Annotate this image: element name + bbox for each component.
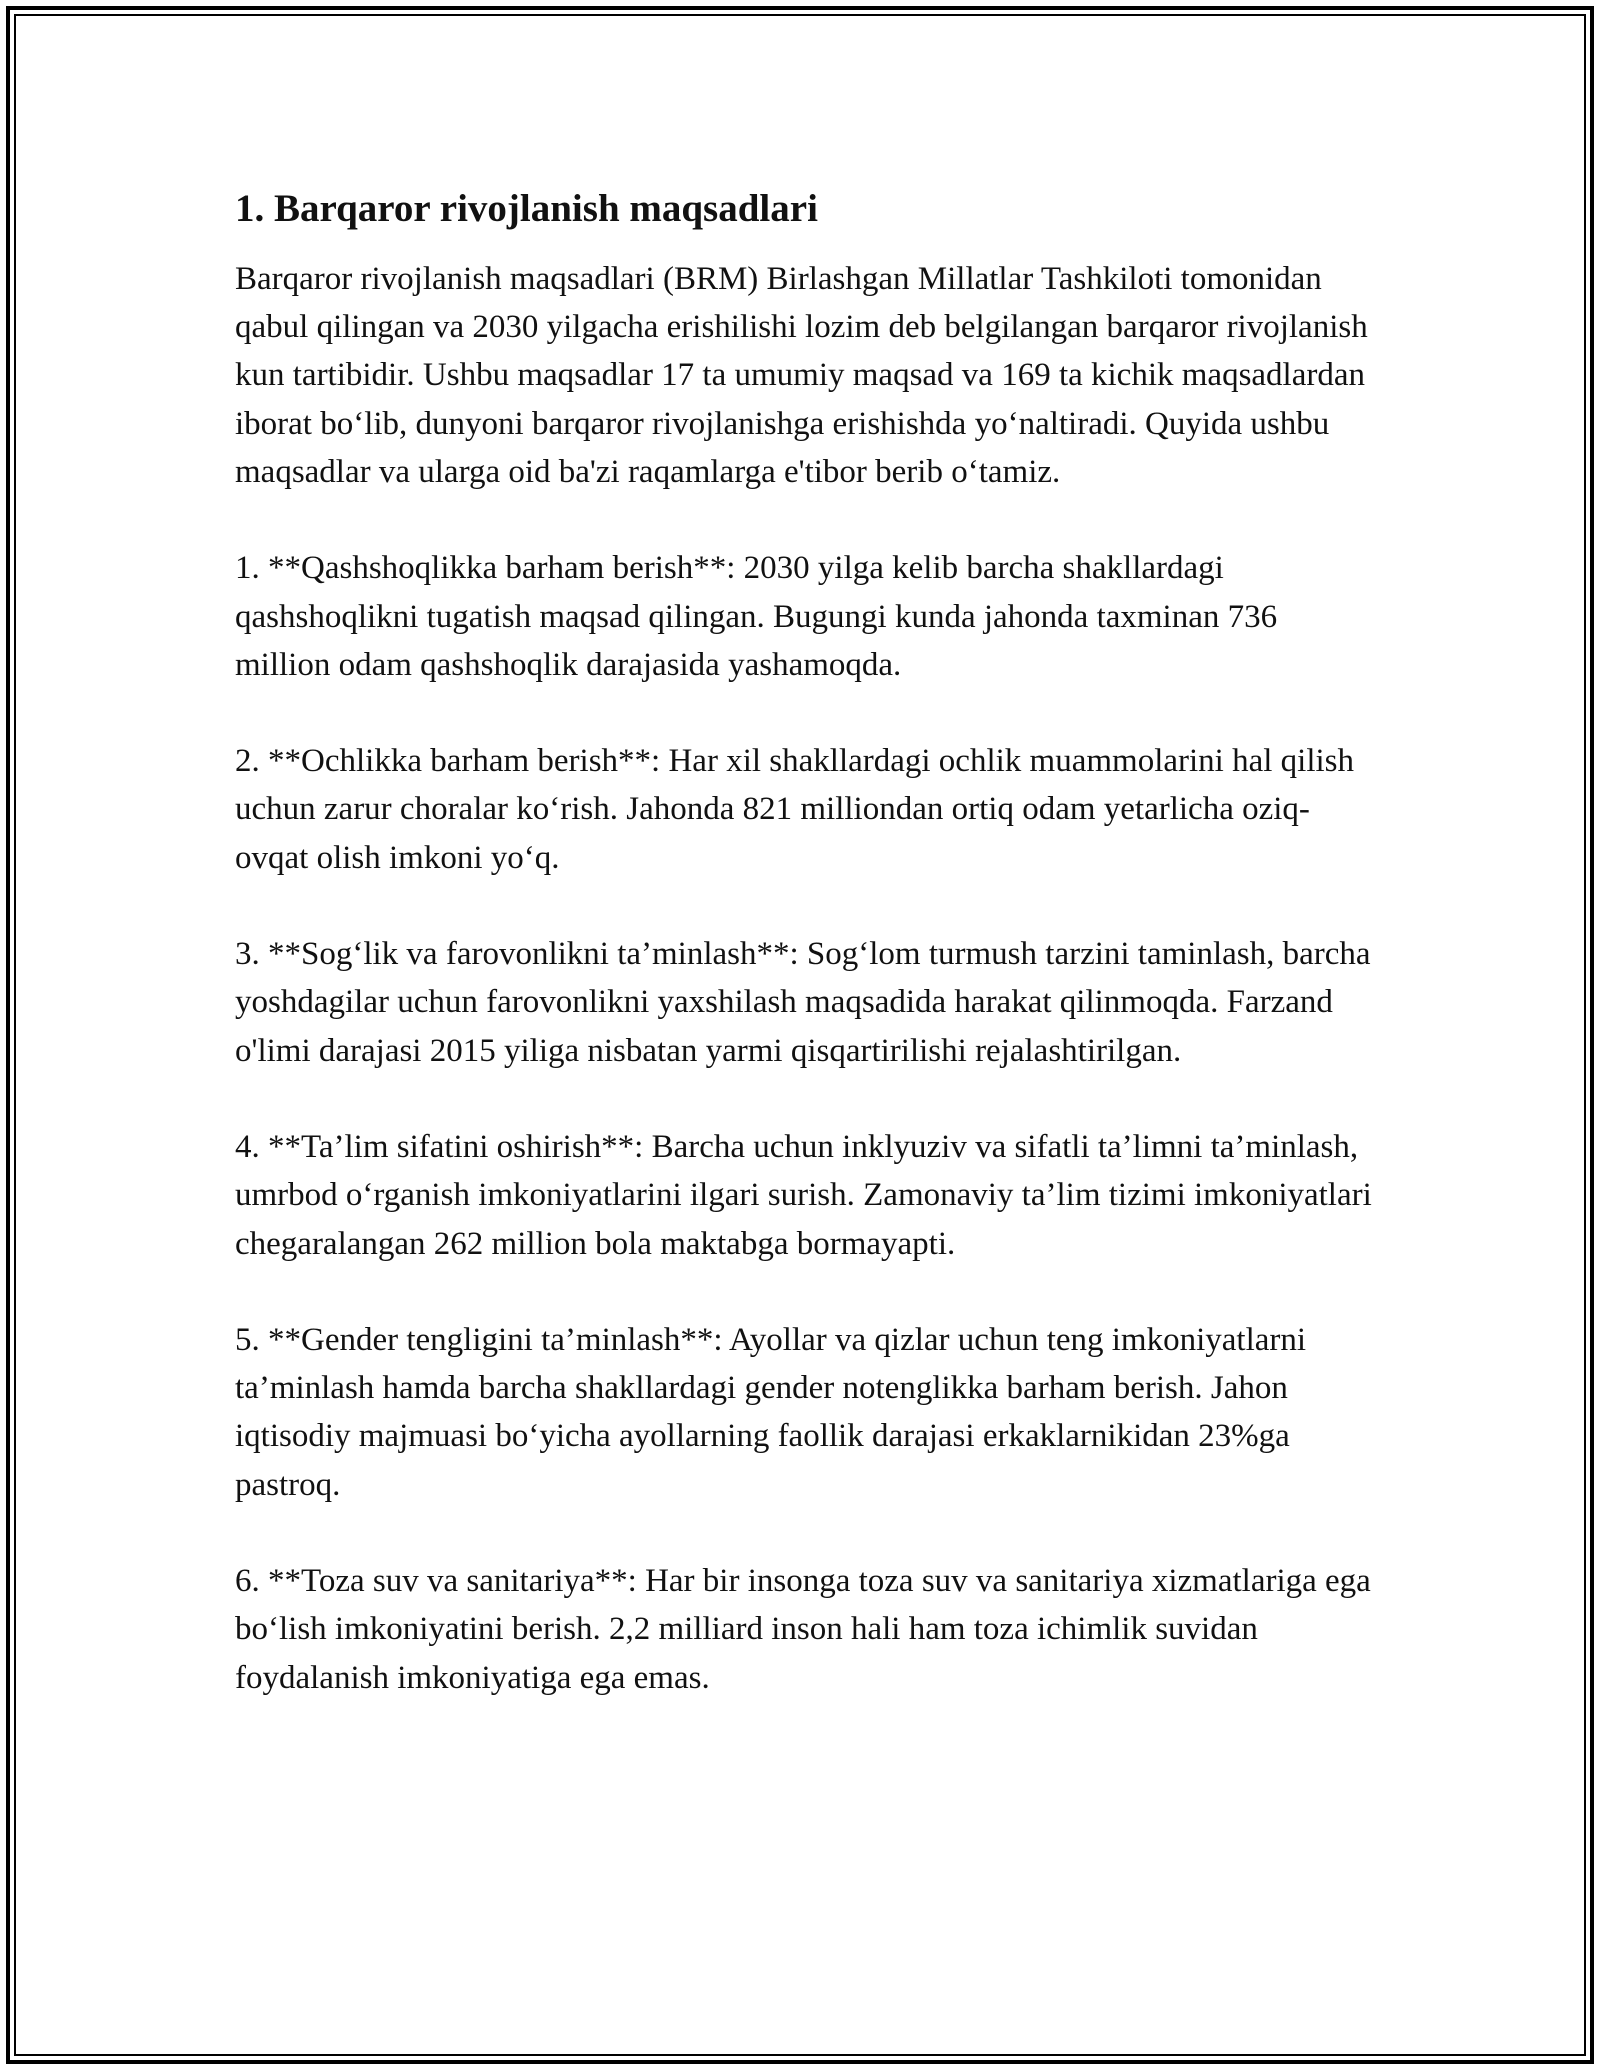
section-title: 1. Barqaror rivojlanish maqsadlari bbox=[235, 187, 818, 230]
goal-paragraph-3: 3. **Sog‘lik va farovonlikni ta’minlash**: Sog‘lom turmush tarzini taminlash, barcha yoshdagilar uchun farovonlikni yaxshilash maqsadida harakat qilinmoqda. Farzand o'limi darajasi 2015 yiliga nisbatan yarmi qisqartirilishi rejalashtirilgan. bbox=[235, 936, 1371, 1069]
goal-paragraph-5: 5. **Gender tengligini ta’minlash**: Ayollar va qizlar uchun teng imkoniyatlarni ta’minlash hamda barcha shakllardagi gender notenglikka barham berish. Jahon iqtisodiy majmuasi bo‘yicha ayollarning faollik darajasi erkaklarnikidan 23%ga pastroq. bbox=[235, 1321, 1307, 1503]
goal-paragraph-6: 6. **Toza suv va sanitariya**: Har bir insonga toza suv va sanitariya xizmatlariga ega bo‘lish imkoniyatini berish. 2,2 milliard inson hali ham toza ichimlik suvidan foydalanish imkoniyatiga ega emas. bbox=[235, 1563, 1371, 1696]
goal-paragraph-1: 1. **Qashshoqlikka barham berish**: 2030 yilga kelib barcha shakllardagi qashshoqlikni tugatish maqsad qilingan. Bugungi kunda jahonda taxminan 736 million odam qashshoqlik darajasida yashamoqda. bbox=[235, 550, 1278, 683]
document-body bbox=[235, 186, 1375, 1750]
intro-paragraph: Barqaror rivojlanish maqsadlari (BRM) Birlashgan Millatlar Tashkiloti tomonidan qabul qilingan va 2030 yilgacha erishilishi lozim deb belgilangan barqaror rivojlanish kun tartibidir. Ushbu maqsadlar 17 ta umumiy maqsad va 169 ta kichik maqsadlardan iborat bo‘lib, dunyoni barqaror rivojlanishga erishishda yo‘naltiradi. Quyida ushbu maqsadlar va ularga oid ba'zi raqamlarga e'tibor berib o‘tamiz. bbox=[235, 260, 1368, 490]
goal-paragraph-2: 2. **Ochlikka barham berish**: Har xil shakllardagi ochlik muammolarini hal qilish uchun zarur choralar ko‘rish. Jahonda 821 milliondan ortiq odam yetarlicha oziq-ovqat olish imkoni yo‘q. bbox=[235, 743, 1355, 876]
goal-paragraph-4: 4. **Ta’lim sifatini oshirish**: Barcha uchun inklyuziv va sifatli ta’limni ta’minlash, umrbod o‘rganish imkoniyatlarini ilgari surish. Zamonaviy ta’lim tizimi imkoniyatlari chegaralangan 262 million bola maktabga bormayapti. bbox=[235, 1128, 1372, 1262]
